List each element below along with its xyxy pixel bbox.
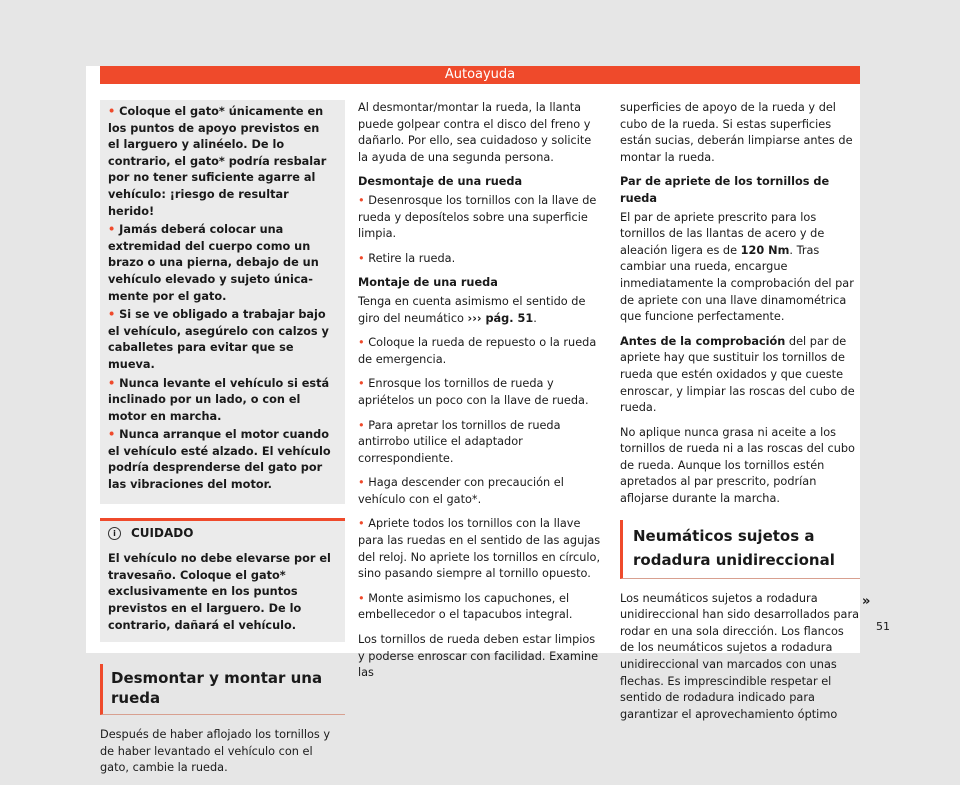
montaje-intro: Tenga en cuenta asimismo el sentido de giro del neumático ››› pág. 51. [358,294,586,325]
list-item: • Retire la rueda. [358,251,456,265]
column-1 [100,100,345,785]
bullet-icon: • [108,223,120,237]
outro-paragraph: Los tornillos de rueda deben estar limpios y poderse enroscar con facilidad. Examine las [358,633,599,680]
bullet-icon: • [358,476,369,490]
info-icon: i [108,527,121,540]
bullet-icon: • [358,591,369,605]
subheading-desmontaje: Desmontaje de una rueda [358,175,523,189]
list-item: • Enrosque los tornillos de rueda y apriételos un poco con la llave de rueda. [358,377,589,407]
list-item: • Desenrosque los tornillos con la llave de rueda y deposítelos sobre una superficie limpia. [358,193,597,241]
warning-item: • Si se ve obligado a trabajar bajo el vehículo, asegúrelo con calzos y caballetes para evitar que se mueva. [108,308,329,371]
caution-box [100,518,345,643]
paragraph: Antes de la comprobación del par de apriete hay que sustituir los tornillos de rueda que estén oxidados y que cueste enroscar, y limpiar las roscas del cubo de rueda. [620,334,855,415]
list-item: • Coloque la rueda de repuesto o la rueda de emergencia. [358,336,597,366]
bullet-icon: • [358,377,369,391]
column-3 [620,100,860,731]
bullet-icon: • [358,336,369,350]
section-title: Neumáticos sujetos a rodadura unidireccional [620,520,860,579]
page-reference-link[interactable]: ››› pág. 51 [467,311,534,325]
page-header: Autoayuda [100,66,860,84]
paragraph: Los neumáticos sujetos a rodadura unidireccional han sido desarrollados para rodar en una sola dirección. Los flancos de los neumáticos sujetos a rodadura unidireccional van marcados con unas flechas. Es imprescindible respetar el sentido de rodadura indicado para garantizar el aprovechamiento óptimo [620,591,860,721]
subheading-montaje: Montaje de una rueda [358,276,498,290]
bullet-icon: • [108,428,120,442]
bullet-icon: • [358,418,369,432]
caution-header: i CUIDADO [100,518,345,546]
paragraph: superficies de apoyo de la rueda y del cubo de la rueda. Si estas superficies están sucias, deberán limpiarse antes de montar la rueda. [620,101,853,164]
subheading-par-apriete: Par de apriete de los tornillos de rueda [620,175,830,205]
bullet-icon: • [108,376,120,390]
warning-box [100,100,345,504]
column-2 [358,100,604,690]
section-title: Desmontar y montar una rueda [100,664,345,715]
warning-item: • Coloque el gato* únicamente en los puntos de apoyo previstos en el larguero y alinéelo. De lo contrario, el gato* podría resbalar por no tener suficiente agarre al vehículo: ¡riesgo de resultar herido! [108,105,327,218]
warning-item: • Nunca levante el vehículo si está inclinado por un lado, o con el motor en marcha. [108,376,330,423]
page-number: 51 [876,620,890,633]
paragraph: No aplique nunca grasa ni aceite a los tornillos de rueda ni a las roscas del cubo de rueda. Aunque los tornillos estén apretados al par prescrito, podrían aflojarse durante la marcha. [620,425,855,506]
caution-text: El vehículo no debe elevarse por el travesaño. Coloque el gato* exclusivamente en los puntos previstos en el larguero. De lo contrario, dañará el vehículo. [100,545,345,642]
list-item: • Apriete todos los tornillos con la llave para las ruedas en el sentido de las agujas del reloj. No apriete los tornillos en círculo, sino pasando siempre al tornillo opuesto. [358,517,601,581]
list-item: • Para apretar los tornillos de rueda antirrobo utilice el adaptador correspondiente. [358,418,561,465]
intro-paragraph: Al desmontar/montar la rueda, la llanta puede golpear contra el disco del freno y dañarlo. Por ello, sea cuidadoso y solicite la ayuda de una segunda persona. [358,101,592,164]
bullet-icon: • [358,251,369,265]
list-item: • Haga descender con precaución el vehículo con el gato*. [358,476,564,506]
torque-value: 120 Nm [740,243,790,257]
bullet-icon: • [358,517,369,531]
continue-arrow-icon: » [862,594,871,609]
section-text: Después de haber aflojado los tornillos y de haber levantado el vehículo con el gato, cambie la rueda. [100,728,331,775]
bullet-icon: • [108,308,120,322]
bullet-icon: • [358,193,369,207]
warning-item: • Nunca arranque el motor cuando el vehículo esté alzado. El vehículo podría desprenderse del gato por las vibraciones del motor. [108,428,331,492]
warning-item: • Jamás deberá colocar una extremidad del cuerpo como un brazo o una pierna, debajo de un vehículo elevado y sujeto únicamente por el gato. [108,223,319,303]
paragraph: El par de apriete prescrito para los tornillos de las llantas de acero y de aleación ligera es de 120 Nm. Tras cambiar una rueda, encargue inmediatamente la comprobación del par de apriete con una llave dinamométrica que funcione perfectamente. [620,210,854,324]
list-item: • Monte asimismo los capuchones, el embellecedor o el tapacubos integral. [358,591,573,622]
bullet-icon: • [108,105,120,118]
